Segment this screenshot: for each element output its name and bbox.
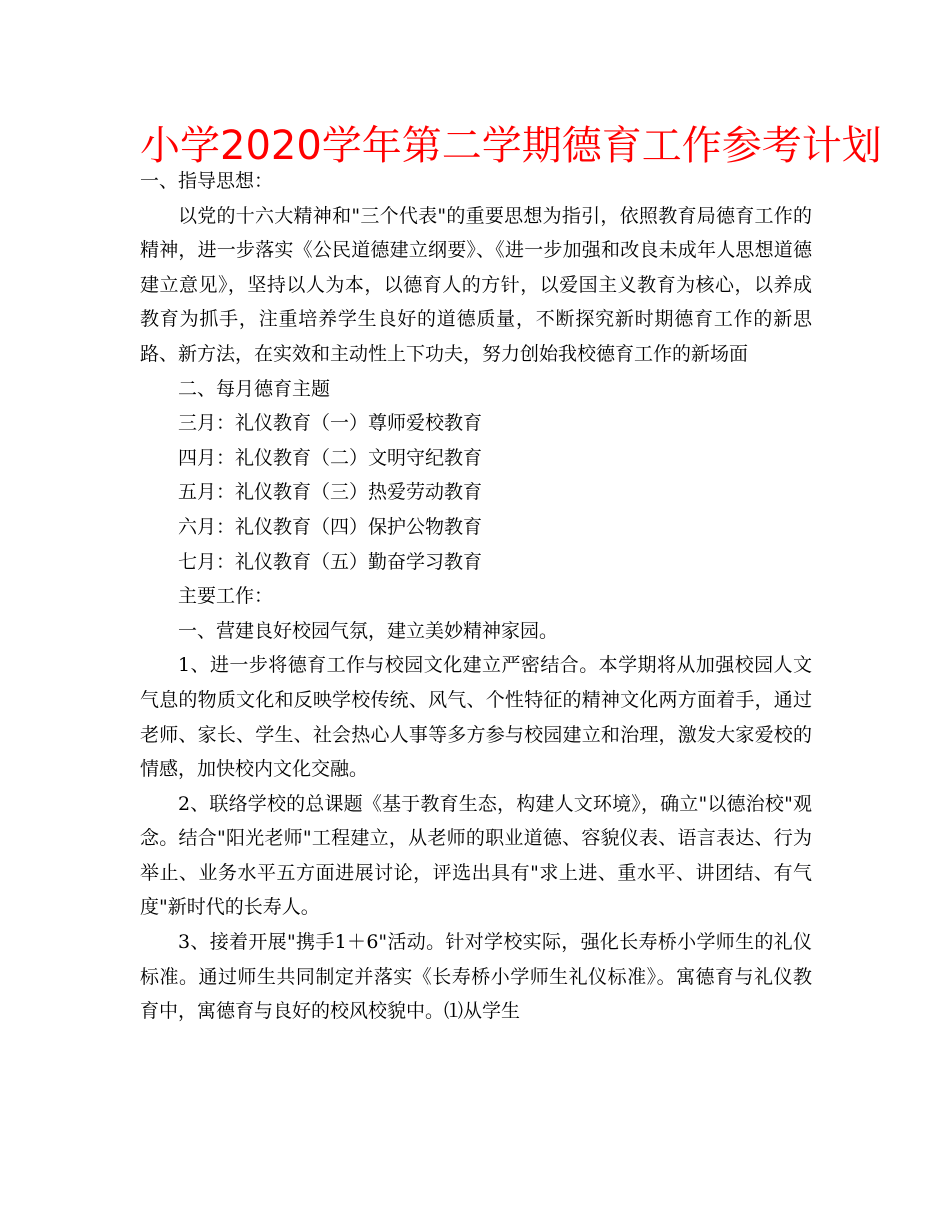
paragraph-guiding-thought: 以党的十六大精神和"三个代表"的重要思想为指引，依照教育局德育工作的精神，进一步落实《公民道德建立纲要》、《进一步加强和改良未成年人思想道德建立意见》，坚持以人为本，以德育人的方针，以爱国主义教育为核心，以养成教育为抓手，注重培养学生良好的道德质量，不断探究新时期德育工作的新思路、新方法，在实效和主动性上下功夫，努力创始我校德育工作的新场面 — [140, 204, 812, 365]
list-item: 五月：礼仪教育（三）热爱劳动教育 — [178, 481, 483, 504]
section-heading-monthly-themes: 二、每月德育主题 — [178, 377, 331, 400]
list-item: 七月：礼仪教育（五）勤奋学习教育 — [178, 550, 483, 573]
list-item: 六月：礼仪教育（四）保护公物教育 — [178, 515, 483, 538]
list-item: 四月：礼仪教育（二）文明守纪教育 — [178, 446, 483, 469]
list-item: 三月：礼仪教育（一）尊师爱校教育 — [178, 412, 483, 435]
paragraph-item-1: 1、进一步将德育工作与校园文化建立严密结合。本学期将从加强校园人文气息的物质文化和反映学校传统、风气、个性特征的精神文化两方面着手，通过老师、家长、学生、社会热心人事等多方参与校园建立和治理，激发大家爱校的情感，加快校内文化交融。 — [140, 654, 812, 781]
subheading-campus-atmosphere: 一、营建良好校园气氛，建立美妙精神家园。 — [178, 619, 559, 642]
document-body — [140, 164, 812, 1029]
document-title: 小学2020学年第二学期德育工作参考计划 — [140, 123, 882, 169]
paragraph-item-2: 2、联络学校的总课题《基于教育生态，构建人文环境》，确立"以德治校"观念。结合"阳光老师"工程建立，从老师的职业道德、容貌仪表、语言表达、行为举止、业务水平五方面进展讨论，评选出具有"求上进、重水平、讲团结、有气度"新时代的长寿人。 — [140, 792, 812, 919]
paragraph-item-3: 3、接着开展"携手1＋6"活动。针对学校实际，强化长寿桥小学师生的礼仪标准。通过师生共同制定并落实《长寿桥小学师生礼仪标准》。寓德育与礼仪教育中，寓德育与良好的校风校貌中。⑴从学生 — [140, 931, 812, 1023]
section-heading-main-work: 主要工作： — [178, 585, 274, 608]
section-heading-guiding-thought: 一、指导思想： — [140, 170, 274, 192]
